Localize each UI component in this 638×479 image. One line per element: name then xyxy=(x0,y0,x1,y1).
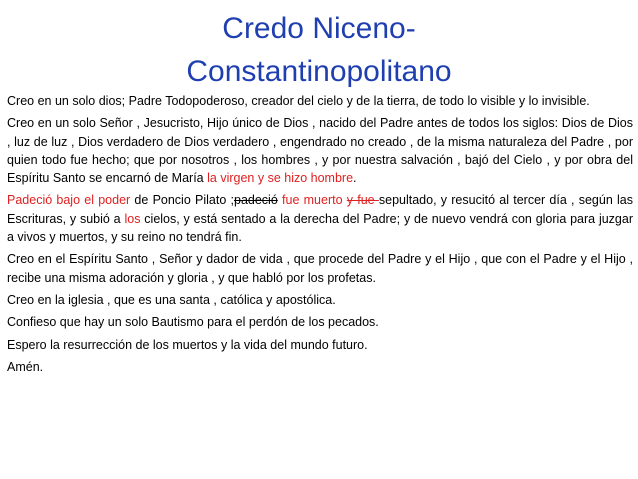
paragraph-holy-spirit: Creo en el Espíritu Santo , Señor y dador de vida , que procede del Padre y el Hijo , que con el Padre y el Hijo , recibe una misma adoración y gloria , y que habló por los profetas. xyxy=(7,252,633,285)
paragraph-resurrection: Espero la resurrección de los muertos y la vida del mundo futuro. xyxy=(7,337,368,352)
passion-buried-text: sepultado, y resucitó al tercer día , según las Escrituras, y subió a xyxy=(7,193,633,226)
title-line-1: Credo Niceno- xyxy=(222,12,416,45)
paragraph-baptism: Confieso que hay un solo Bautismo para el perdón de los pecados. xyxy=(7,315,379,330)
paragraph-son-text: Creo en un solo Señor , Jesucristo, Hijo único de Dios , nacido del Padre antes de todos los siglos: Dios de Dios , luz de luz , Dios verdadero de Dios verdadero , engendrado no creado , de la misma naturaleza del Padre , por quien todo fue hecho; que por nosotros , los hombres , y por nuestra salvación , bajó del Cielo , y por obra del Espíritu Santo se encarnó de María xyxy=(7,116,633,186)
paragraph-father: Creo en un solo dios; Padre Todopoderoso, creador del cielo y de la tierra, de todo lo visible y lo invisible. xyxy=(7,94,590,108)
struck-y-fue: y fue xyxy=(346,193,379,208)
highlight-suffered: Padeció bajo el poder xyxy=(7,193,131,208)
passion-heavens-text: cielos, y está sentado a la derecha del Padre; y de nuevo vendrá con gloria para juzgar a vivos y muertos, y su reino no tendrá fin. xyxy=(7,211,634,245)
passion-pilate-text: de Poncio Pilato ; xyxy=(130,193,234,208)
paragraph-passion xyxy=(7,191,633,246)
slide-title xyxy=(0,7,638,93)
paragraph-church: Creo en la iglesia , que es una santa , católica y apostólica. xyxy=(7,292,336,307)
title-line-2: Constantinopolitano xyxy=(186,55,452,88)
paragraph-amen: Amén. xyxy=(7,359,44,374)
paragraph-son xyxy=(7,114,633,187)
paragraph-son-end: . xyxy=(353,171,357,186)
creed-body xyxy=(7,92,633,380)
highlight-los: los xyxy=(124,211,141,226)
highlight-was-killed: fue muerto xyxy=(277,193,347,208)
struck-padecio: padeció xyxy=(234,193,278,208)
highlight-virgin: la virgen y se hizo hombre xyxy=(207,171,354,186)
